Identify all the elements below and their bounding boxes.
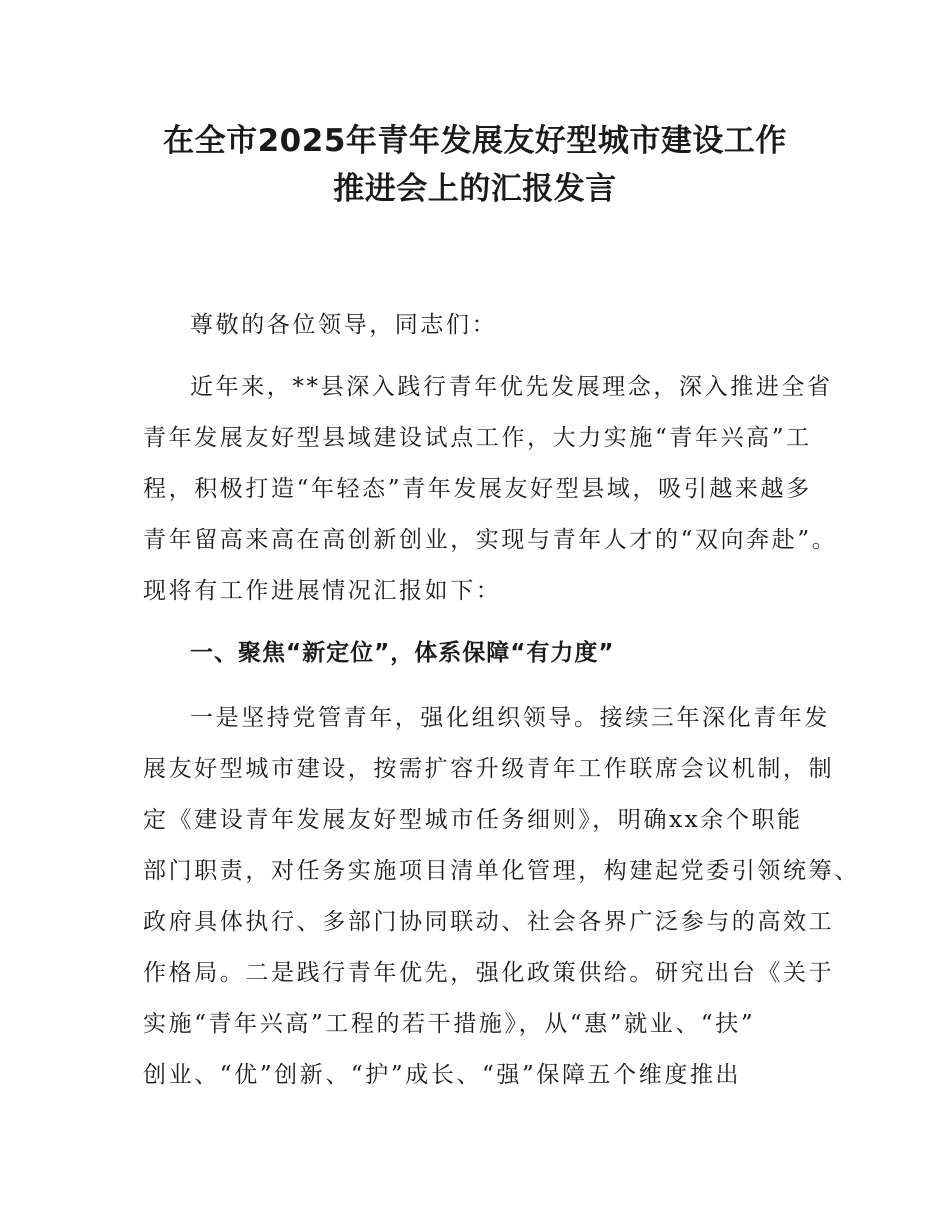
paragraph-2-line-1: 一是坚持党管青年，强化组织领导。接续三年深化青年发	[190, 705, 830, 731]
paragraph-2-line-8: 创业、“优”创新、“护”成长、“强”保障五个维度推出	[143, 1062, 742, 1088]
paragraph-1-line-3: 程，积极打造“年轻态”青年发展友好型县域，吸引越来越多	[143, 476, 812, 502]
paragraph-2-line-4: 部门职责，对任务实施项目清单化管理，构建起党委引领统筹、	[143, 858, 860, 884]
paragraph-2-line-2: 展友好型城市建设，按需扩容升级青年工作联席会议机制，制	[143, 756, 835, 782]
section-1-heading: 一、聚焦“新定位”，体系保障“有力度”	[190, 640, 615, 666]
document-title-line-1: 在全市2025年青年发展友好型城市建设工作	[163, 123, 787, 159]
paragraph-2-line-5: 政府具体执行、多部门协同联动、社会各界广泛参与的高效工	[143, 909, 835, 935]
paragraph-2-line-7: 实施“青年兴高”工程的若干措施》，从“惠”就业、“扶”	[143, 1011, 756, 1037]
paragraph-1-line-5: 现将有工作进展情况汇报如下：	[143, 578, 502, 604]
paragraph-2-line-3: 定《建设青年发展友好型城市任务细则》，明确xx余个职能	[143, 807, 803, 833]
paragraph-1-line-2: 青年发展友好型县域建设试点工作，大力实施“青年兴高”工	[143, 425, 812, 451]
document-title-line-2: 推进会上的汇报发言	[333, 171, 617, 207]
paragraph-1-line-4: 青年留高来高在高创新创业，实现与青年人才的“双向奔赴”。	[143, 527, 838, 553]
salutation: 尊敬的各位领导，同志们：	[190, 312, 498, 338]
paragraph-1-line-1: 近年来，**县深入践行青年优先发展理念，深入推进全省	[190, 374, 833, 400]
paragraph-2-line-6: 作格局。二是践行青年优先，强化政策供给。研究出台《关于	[143, 960, 835, 986]
